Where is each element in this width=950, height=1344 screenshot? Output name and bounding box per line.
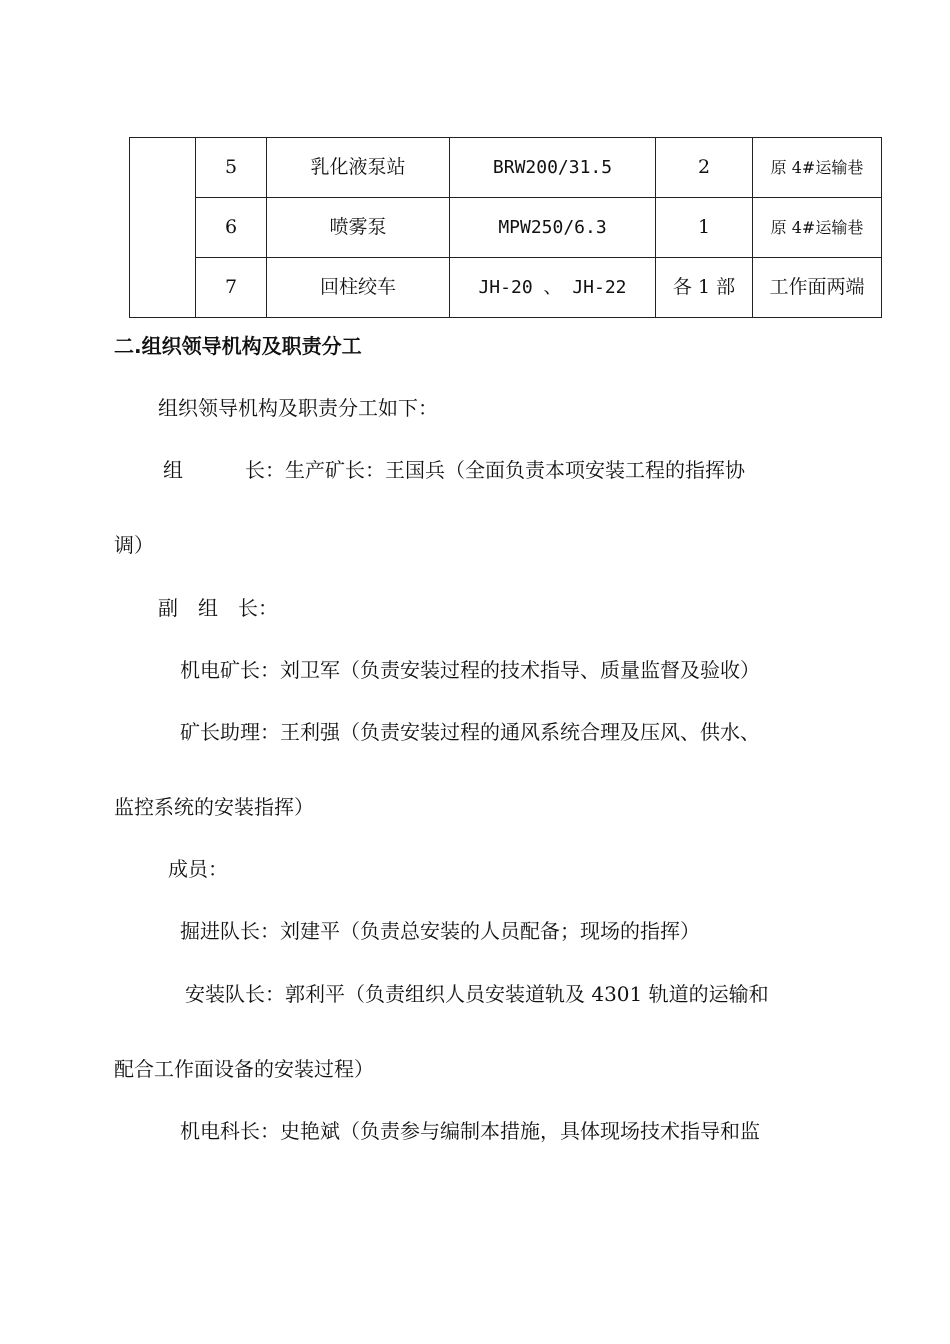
table-row xyxy=(130,138,882,198)
equipment-model: MPW250/6.3 xyxy=(450,198,656,258)
equipment-quantity: 各 1 部 xyxy=(656,258,753,318)
equipment-name: 回柱绞车 xyxy=(267,258,450,318)
deputy-entry-continued: 监控系统的安装指挥） xyxy=(114,795,314,819)
table-row xyxy=(130,258,882,318)
row-number: 5 xyxy=(196,138,267,198)
equipment-quantity: 1 xyxy=(656,198,753,258)
table-row xyxy=(130,198,882,258)
section-heading: 二.组织领导机构及职责分工 xyxy=(114,334,362,358)
category-cell xyxy=(130,138,196,318)
equipment-name: 喷雾泵 xyxy=(267,198,450,258)
row-number: 7 xyxy=(196,258,267,318)
leader-text-continued: 调） xyxy=(114,533,154,557)
leader-line xyxy=(163,460,745,480)
row-number: 6 xyxy=(196,198,267,258)
leader-label-part: 组 xyxy=(163,458,183,482)
deputy-entry: 机电矿长：刘卫军（负责安装过程的技术指导、质量监督及验收） xyxy=(180,658,760,682)
equipment-model: BRW200/31.5 xyxy=(450,138,656,198)
member-entry: 掘进队长：刘建平（负责总安装的人员配备；现场的指挥） xyxy=(180,919,700,943)
member-entry: 安装队长：郭利平（负责组织人员安装道轨及 4301 轨道的运输和 xyxy=(185,982,769,1006)
equipment-table xyxy=(129,137,882,318)
member-entry-continued: 配合工作面设备的安装过程） xyxy=(114,1057,374,1081)
leader-text: 长：生产矿长：王国兵（全面负责本项安装工程的指挥协 xyxy=(245,458,745,482)
deputy-entry: 矿长助理：王利强（负责安装过程的通风系统合理及压风、供水、 xyxy=(180,720,760,744)
equipment-name: 乳化液泵站 xyxy=(267,138,450,198)
equipment-model: JH-20 、 JH-22 xyxy=(450,258,656,318)
equipment-location: 工作面两端 xyxy=(753,258,882,318)
members-label: 成员： xyxy=(168,857,228,881)
member-entry: 机电科长：史艳斌（负责参与编制本措施，具体现场技术指导和监 xyxy=(180,1119,760,1143)
deputy-label: 副 组 长： xyxy=(158,596,278,620)
equipment-location: 原 4#运输巷 xyxy=(753,138,882,198)
equipment-quantity: 2 xyxy=(656,138,753,198)
intro-text: 组织领导机构及职责分工如下： xyxy=(158,396,438,420)
equipment-location: 原 4#运输巷 xyxy=(753,198,882,258)
